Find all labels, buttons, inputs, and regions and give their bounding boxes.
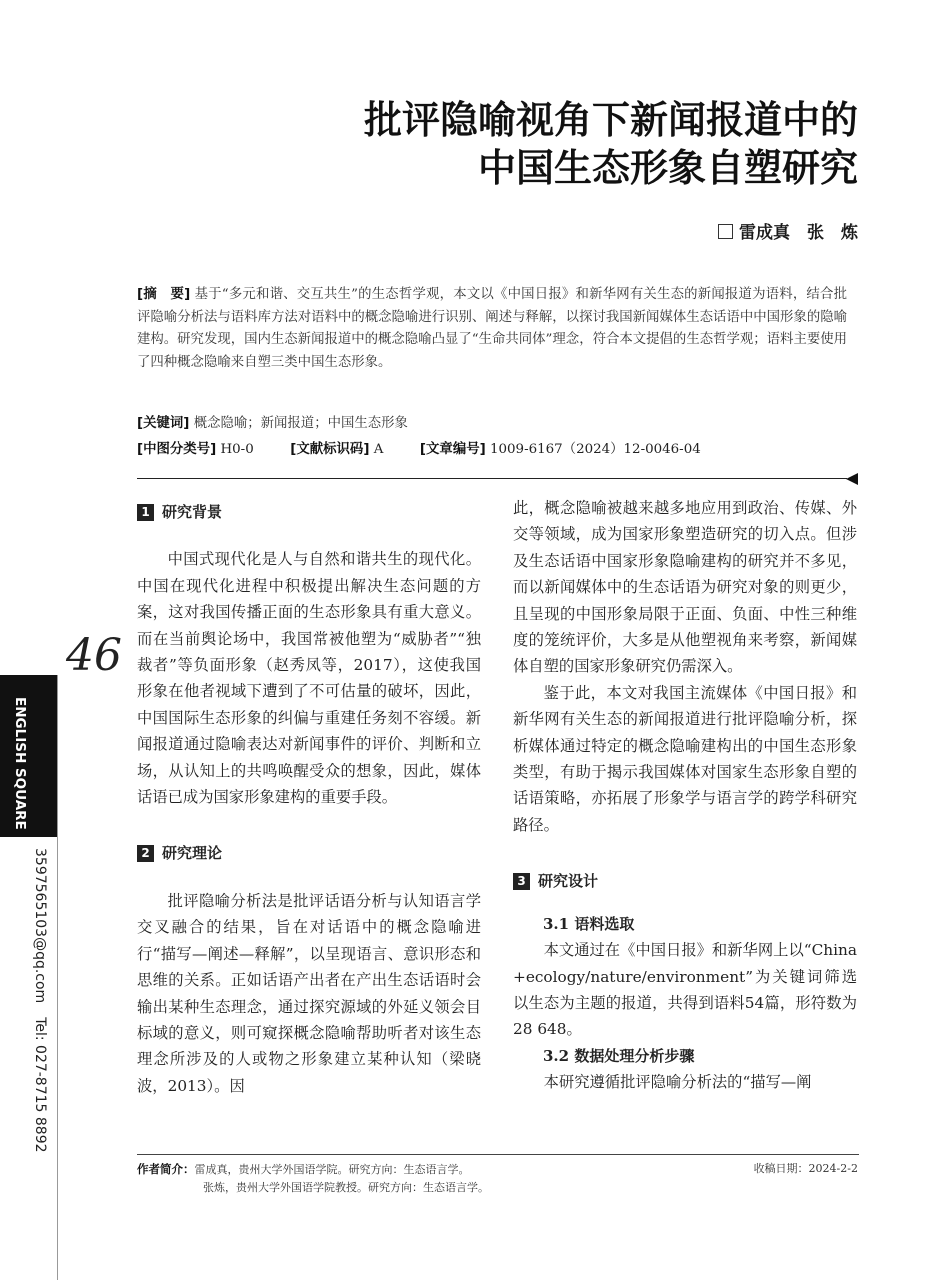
author-bio-label: 作者简介：: [137, 1162, 195, 1176]
section-title-3: 研究设计: [538, 872, 599, 891]
abstract-label: [摘 要]: [137, 287, 191, 302]
author-names: 雷成真 张 炼: [739, 223, 858, 243]
keywords-text: 概念隐喻；新闻报道；中国生态形象: [193, 416, 408, 431]
author-bio: [137, 1160, 489, 1197]
keywords-label: [关键词]: [137, 416, 190, 431]
footer-divider: [137, 1154, 859, 1155]
section-heading-1: [137, 499, 481, 525]
paragraph: 本研究遵循批评隐喻分析法的“描写—阐: [543, 1073, 812, 1092]
clc-value: H0-0: [220, 442, 254, 457]
paragraph: 鉴于此，本文对我国主流媒体《中国日报》和新华网有关生态的新闻报道进行批评隐喻分析，探析媒体通过特定的概念隐喻建构出的中国生态形象类型，有助于揭示我国媒体对国家生态形象自塑的话语策略，亦拓展了形象学与语言学的跨学科研究路径。: [513, 683, 857, 834]
divider-arrow-icon: [846, 473, 858, 485]
paragraph: 本文通过在《中国日报》和新华网上以“China +ecology/nature/environment”为关键词筛选以生态为主题的报道，共得到语料54篇，形符数为28 648。: [513, 941, 857, 1039]
keywords: [137, 412, 408, 431]
contact-info: 3597565103@qq.com Tel: 027-8715 8892: [32, 848, 48, 1153]
abstract: [137, 284, 847, 374]
author-bio-line-2: 张炼，贵州大学外国语学院教授。研究方向：生态语言学。: [203, 1181, 489, 1194]
classification-line: [137, 438, 701, 457]
paragraph: 此，概念隐喻被越来越多地应用到政治、传媒、外交等领域，成为国家形象塑造研究的切入点。但涉及生态话语中国家形象隐喻建构的研究并不多见，而以新闻媒体中的生态话语为研究对象的则更少，且呈现的中国形象局限于正面、负面、中性三种维度的笼统评价，大多是从他塑视角来考察，新闻媒体自塑的国家形象研究仍需深入。: [513, 499, 857, 676]
authors: [718, 218, 858, 243]
received-date: 收稿日期：2024-2-2: [753, 1162, 858, 1175]
section-number-1: 1: [137, 504, 154, 521]
section-number-3: 3: [513, 873, 530, 890]
clc-label: [中图分类号]: [137, 442, 217, 457]
article-number-label: [文章编号]: [419, 442, 486, 457]
left-column: [137, 499, 481, 1099]
journal-name: ENGLISH SQUARE: [12, 697, 28, 830]
section-title-1: 研究背景: [162, 503, 223, 521]
doc-code-value: A: [373, 442, 384, 457]
checkbox-square-icon: [718, 224, 733, 239]
section-title-2: 研究理论: [162, 844, 223, 863]
subsection-heading-3-2: 3.2 数据处理分析步骤: [543, 1046, 695, 1065]
article-number-value: 1009-6167（2024）12-0046-04: [490, 442, 701, 457]
abstract-divider: [137, 478, 847, 479]
section-heading-2: [137, 840, 481, 866]
author-bio-line-1: 雷成真，贵州大学外国语学院。研究方向：生态语言学。: [194, 1163, 470, 1176]
journal-sideband: [0, 675, 57, 837]
article-title-line-2: 中国生态形象自塑研究: [477, 145, 858, 190]
doc-code-label: [文献标识码]: [290, 442, 370, 457]
paragraph: 批评隐喻分析法是批评话语分析与认知语言学交叉融合的结果，旨在对话语中的概念隐喻进行“描写—阐述—释解”，以呈现语言、意识形态和思维的关系。正如话语产出者在产出生态话语时会输出某种生态理念，通过探究源域的外延义领会目标域的意义，则可窥探概念隐喻帮助听者对该生态理念所涉及的人或物之形象建立某种认知（梁晓波，2013）。因: [137, 891, 481, 1095]
subsection-heading-3-1: 3.1 语料选取: [543, 914, 635, 933]
page-number: 46: [66, 630, 122, 681]
right-column: [513, 495, 857, 1096]
abstract-text: 基于“多元和谐、交互共生”的生态哲学观，本文以《中国日报》和新华网有关生态的新闻报道为语料，结合批评隐喻分析法与语料库方法对语料中的概念隐喻进行识别、阐述与释解，以探讨我国新闻媒体生态话语中中国形象的隐喻建构。研究发现，国内生态新闻报道中的概念隐喻凸显了“生命共同体”理念，符合本文提倡的生态哲学观；语料主要使用了四种概念隐喻来自塑三类中国生态形象。: [137, 287, 847, 370]
paragraph: 中国式现代化是人与自然和谐共生的现代化。中国在现代化进程中积极提出解决生态问题的方案，这对我国传播正面的生态形象具有重大意义。而在当前舆论场中，我国常被他塑为“威胁者”“独裁者”等负面形象（赵秀凤等，2017），这使我国形象在他者视域下遭到了不可估量的破坏，因此，中国国际生态形象的纠偏与重建任务刻不容缓。新闻报道通过隐喻表达对新闻事件的评价、判断和立场，从认知上的共鸣唤醒受众的想象，因此，媒体话语已成为国家形象建构的重要手段。: [137, 550, 481, 807]
section-number-2: 2: [137, 845, 154, 862]
section-heading-3: [513, 868, 857, 894]
side-rule: [57, 675, 58, 1280]
article-title-line-1: 批评隐喻视角下新闻报道中的: [363, 97, 858, 142]
